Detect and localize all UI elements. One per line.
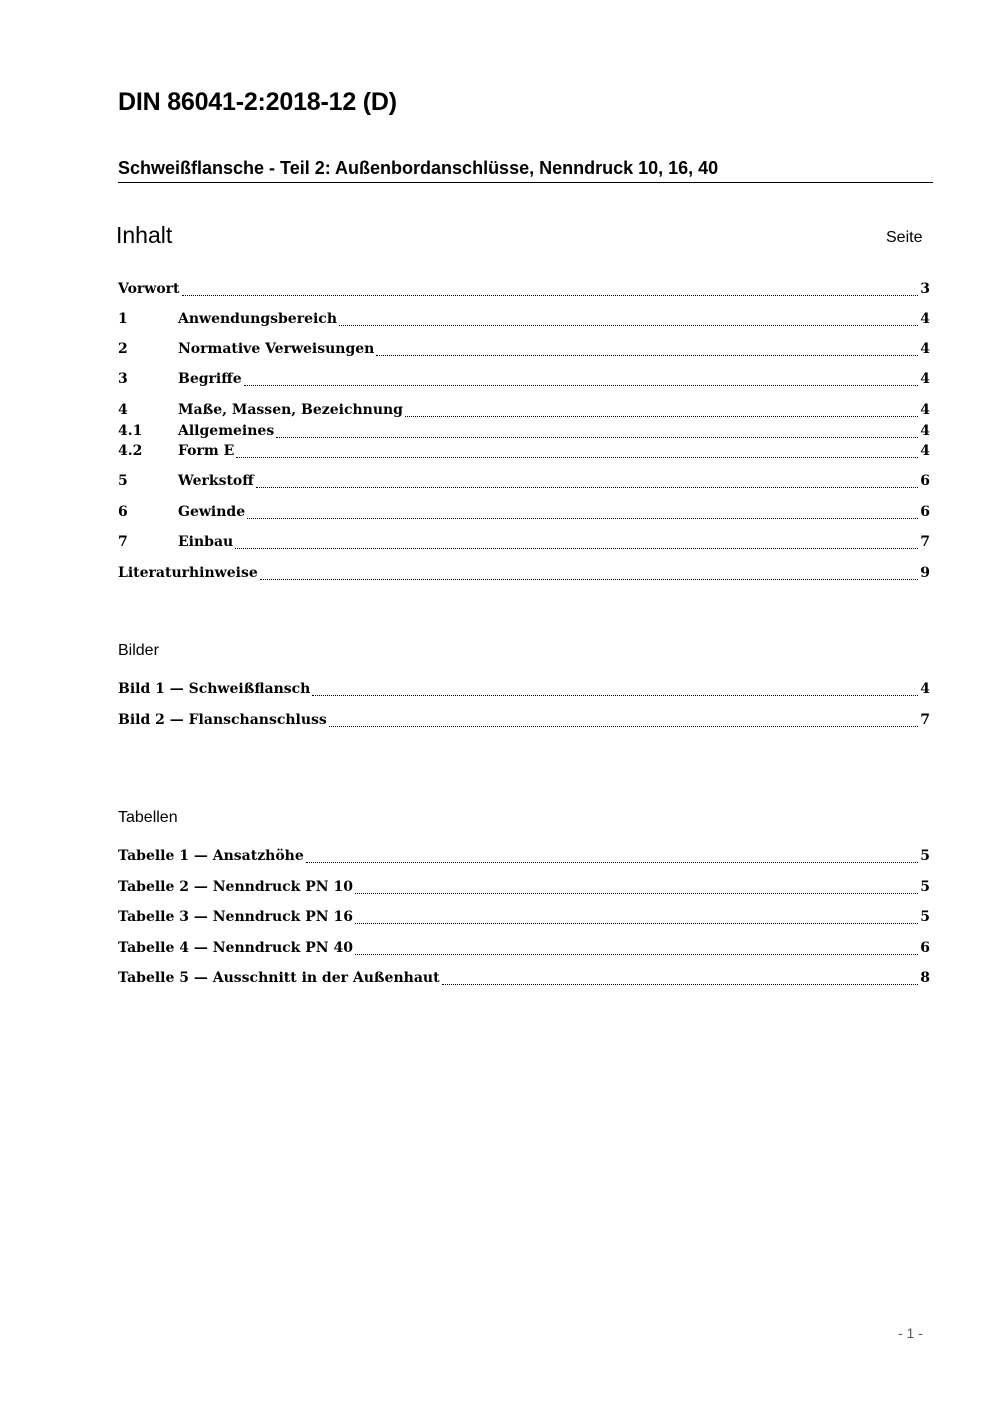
toc-entry-page: 4 <box>920 341 930 357</box>
toc-entry-number: 4.1 <box>118 423 143 439</box>
toc-entry-page: 4 <box>920 311 930 327</box>
toc-leader-dots <box>260 577 919 580</box>
table-entry-page: 6 <box>920 940 930 956</box>
table-entry-page: 5 <box>920 848 930 864</box>
toc-leader-dots <box>256 485 919 488</box>
table-entry-page: 5 <box>920 909 930 925</box>
toc-entry-vorwort[interactable] <box>118 281 930 301</box>
toc-entry-label: Anwendungsbereich <box>178 311 337 327</box>
toc-leader-dots <box>355 921 918 924</box>
toc-leader-dots <box>235 546 918 549</box>
toc-entry-label: Form E <box>178 443 235 459</box>
toc-leader-dots <box>244 383 919 386</box>
toc-entry-4[interactable] <box>118 402 930 422</box>
contents-heading: Inhalt <box>116 222 173 248</box>
toc-entry-label: Begriffe <box>178 371 242 387</box>
table-entry-label: Tabelle 3 — Nenndruck PN 16 <box>118 909 353 925</box>
table-entry-label: Tabelle 1 — Ansatzhöhe <box>118 848 304 864</box>
toc-entry-label: Maße, Massen, Bezeichnung <box>178 402 403 418</box>
table-entry-page: 5 <box>920 879 930 895</box>
toc-entry-page: 6 <box>920 504 930 520</box>
toc-leader-dots <box>247 516 918 519</box>
toc-entry-label: Einbau <box>178 534 234 550</box>
table-entry-page: 8 <box>920 970 930 986</box>
page-number: - 1 - <box>898 1325 923 1341</box>
toc-entry-label: Vorwort <box>118 281 180 297</box>
toc-entry-6[interactable] <box>118 504 930 524</box>
toc-leader-dots <box>306 860 918 863</box>
toc-entry-2[interactable] <box>118 341 930 361</box>
toc-entry-number: 1 <box>118 311 128 327</box>
toc-entry-label: Allgemeines <box>178 423 275 439</box>
figure-entry-label: Bild 1 — Schweißflansch <box>118 681 311 697</box>
toc-entry-page: 7 <box>920 534 930 550</box>
toc-entry-page: 4 <box>920 402 930 418</box>
toc-entry-number: 4 <box>118 402 128 418</box>
table-entry-label: Tabelle 5 — Ausschnitt in der Außenhaut <box>118 970 440 986</box>
figures-heading: Bilder <box>118 642 159 659</box>
page-column-label: Seite <box>886 229 923 246</box>
toc-leader-dots <box>329 724 918 727</box>
toc-entry-number: 2 <box>118 341 128 357</box>
toc-entry-label: Normative Verweisungen <box>178 341 375 357</box>
toc-leader-dots <box>355 952 918 955</box>
toc-entry-3[interactable] <box>118 371 930 391</box>
toc-entry-label: Werkstoff <box>178 473 254 489</box>
toc-entry-4-2[interactable] <box>118 443 930 463</box>
document-title: DIN 86041-2:2018-12 (D) <box>118 88 397 116</box>
toc-entry-label: Literaturhinweise <box>118 565 258 581</box>
toc-leader-dots <box>312 693 918 696</box>
toc-entry-literaturhinweise[interactable] <box>118 565 930 585</box>
table-entry-1[interactable] <box>118 848 930 868</box>
figure-entry-2[interactable] <box>118 712 930 732</box>
tables-heading: Tabellen <box>118 809 178 826</box>
toc-entry-number: 4.2 <box>118 443 143 459</box>
toc-entry-page: 4 <box>920 443 930 459</box>
table-entry-2[interactable] <box>118 879 930 899</box>
toc-entry-number: 5 <box>118 473 128 489</box>
toc-entry-page: 9 <box>920 565 930 581</box>
toc-entry-5[interactable] <box>118 473 930 493</box>
toc-entry-1[interactable] <box>118 311 930 331</box>
table-entry-label: Tabelle 2 — Nenndruck PN 10 <box>118 879 353 895</box>
table-entry-3[interactable] <box>118 909 930 929</box>
toc-entry-number: 3 <box>118 371 128 387</box>
toc-entry-page: 4 <box>920 423 930 439</box>
table-entry-5[interactable] <box>118 970 930 990</box>
toc-entry-label: Gewinde <box>178 504 246 520</box>
toc-entry-4-1[interactable] <box>118 423 930 443</box>
figure-entry-page: 7 <box>920 712 930 728</box>
toc-entry-page: 4 <box>920 371 930 387</box>
toc-entry-7[interactable] <box>118 534 930 554</box>
toc-leader-dots <box>276 435 918 438</box>
toc-leader-dots <box>182 293 919 296</box>
figure-entry-page: 4 <box>920 681 930 697</box>
toc-leader-dots <box>236 455 918 458</box>
table-entry-label: Tabelle 4 — Nenndruck PN 40 <box>118 940 353 956</box>
toc-entry-page: 6 <box>920 473 930 489</box>
table-entry-4[interactable] <box>118 940 930 960</box>
figure-entry-label: Bild 2 — Flanschanschluss <box>118 712 327 728</box>
toc-entry-page: 3 <box>920 281 930 297</box>
toc-entry-number: 6 <box>118 504 128 520</box>
toc-leader-dots <box>339 323 918 326</box>
toc-entry-number: 7 <box>118 534 128 550</box>
toc-leader-dots <box>376 353 918 356</box>
toc-leader-dots <box>355 891 918 894</box>
document-subtitle: Schweißflansche - Teil 2: Außenbordanschlüsse, Nenndruck 10, 16, 40 <box>118 158 933 183</box>
figure-entry-1[interactable] <box>118 681 930 701</box>
toc-leader-dots <box>405 414 918 417</box>
toc-leader-dots <box>442 982 919 985</box>
